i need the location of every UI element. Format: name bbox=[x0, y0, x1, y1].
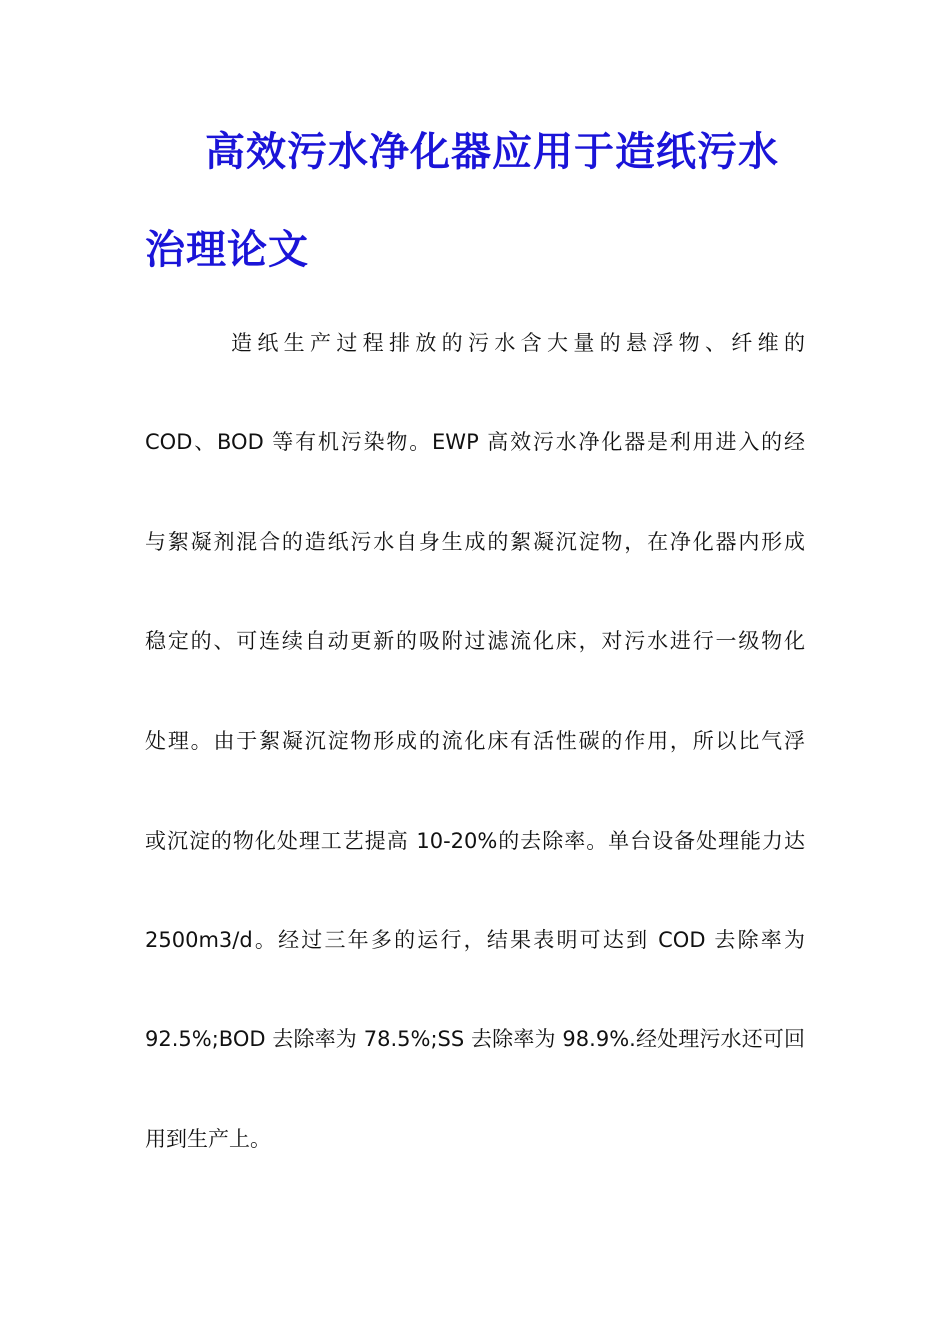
paragraph-line-2: COD、BOD 等有机污染物。EWP 高效污水净化器是利用进入的经 bbox=[145, 430, 805, 454]
paragraph-line-9: 用到生产上。 bbox=[145, 1127, 271, 1151]
paragraph-line-1: 造纸生产过程排放的污水含大量的悬浮物、纤维的 bbox=[231, 331, 805, 355]
paragraph-line-7: 2500m3/d。经过三年多的运行，结果表明可达到 COD 去除率为 bbox=[145, 928, 805, 952]
paragraph-line-5: 处理。由于絮凝沉淀物形成的流化床有活性碳的作用，所以比气浮 bbox=[145, 729, 805, 753]
document-title-line-2: 治理论文 bbox=[145, 226, 309, 273]
paragraph-line-6: 或沉淀的物化处理工艺提高 10-20%的去除率。单台设备处理能力达 bbox=[145, 829, 805, 853]
document-title-line-1: 高效污水净化器应用于造纸污水 bbox=[205, 128, 779, 175]
paragraph-line-4: 稳定的、可连续自动更新的吸附过滤流化床，对污水进行一级物化 bbox=[145, 629, 805, 653]
paragraph-line-8: 92.5%;BOD 去除率为 78.5%;SS 去除率为 98.9%.经处理污水还可回 bbox=[145, 1027, 805, 1051]
paragraph-line-3: 与絮凝剂混合的造纸污水自身生成的絮凝沉淀物，在净化器内形成 bbox=[145, 530, 805, 554]
